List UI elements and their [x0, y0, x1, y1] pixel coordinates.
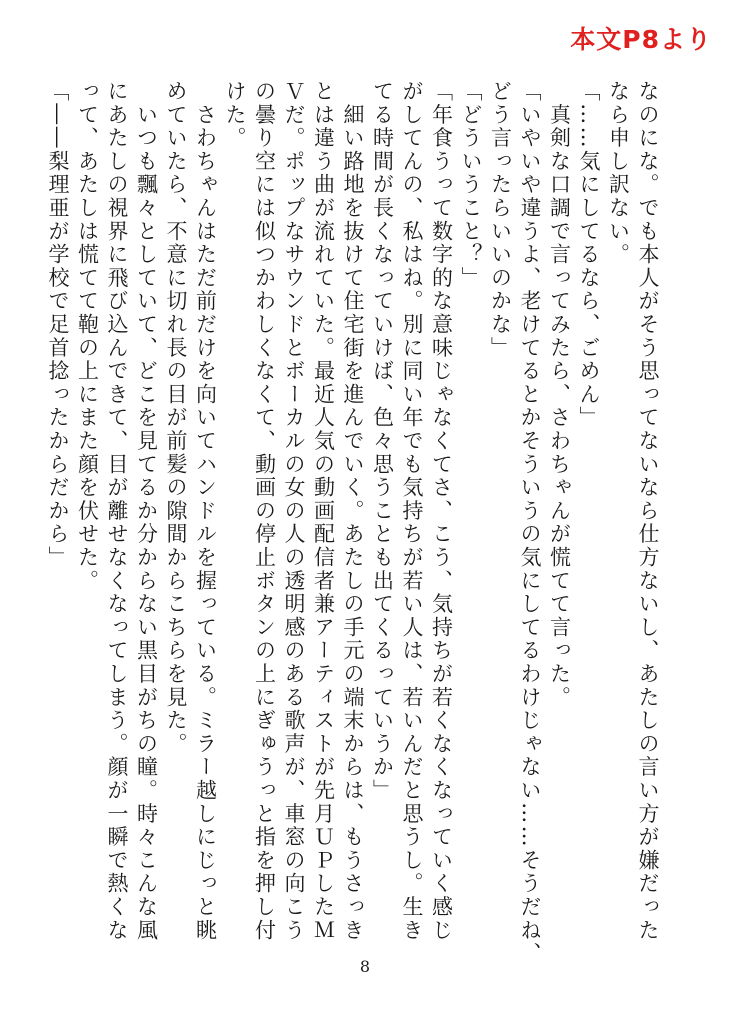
text-line: 細い路地を抜けて住宅街を進んでいく。あたしの手元の端末からは、もうさっき [341, 80, 365, 943]
text-line: の曇り空には似つかわしくなくて、動画の停止ボタンの上にぎゅうっと指を押し付 [252, 80, 277, 943]
text-line: 「どういうこと？」 [459, 80, 483, 290]
text-line: 「いやいや違うよ、老けてるとかそういうの気にしてるわけじゃない……そうだね、 [518, 80, 542, 966]
text-line: てる時間が長くなっていけば、色々思うことも出てくるっていうか」 [370, 80, 395, 803]
text-line: めていたら、不意に切れ長の目が前髪の隙間からこちらを見た。 [164, 80, 188, 756]
text-line: にあたしの視界に飛び込んできて、目が離せなくなってしまう。顔が一瞬で熱くな [105, 80, 129, 943]
text-line: なら申し訳ない。 [606, 80, 631, 267]
text-line: さわちゃんはただ前だけを向いてハンドルを握っている。ミラー越しにじっと眺 [193, 80, 218, 943]
text-line: 「……気にしてるなら、ごめん」 [577, 80, 601, 430]
text-line: いつも飄々としていて、どこを見てるか分からない黒目がちの瞳。時々こんな風 [134, 80, 159, 943]
text-line: 真剣な口調で言ってみたら、さわちゃんが慌てて言った。 [547, 80, 572, 710]
text-line: とは違う曲が流れていた。最近人気の動画配信者兼アーティストが先月ＵＰしたＭ [311, 80, 336, 943]
text-line: なのにな。でも本人がそう思ってないなら仕方ないし、あたしの言い方が嫌だった [636, 80, 660, 943]
text-line: がしてんの、私はね。別に同い年でも気持ちが若い人は、若いんだと思うし。生き [400, 80, 424, 943]
text-line: 「年食うって数字的な意味じゃなくてさ、こう、気持ちが若くなくなっていく感じ [429, 80, 454, 943]
excerpt-label: 本文P8より [570, 25, 712, 54]
vertical-body-text [42, 80, 662, 966]
text-line: 「――梨理亜が学校で足首捻ったからだから」 [46, 80, 70, 570]
page-number: 8 [359, 957, 371, 976]
text-line: どう言ったらいいのかな」 [488, 80, 513, 360]
text-line: けた。 [223, 80, 247, 150]
text-line: Ｖだ。ポップなサウンドとボーカルの女の人の透明感のある歌声が、車窓の向こう [282, 80, 306, 943]
text-line: って、あたしは慌てて鞄の上にまた顔を伏せた。 [75, 80, 100, 593]
